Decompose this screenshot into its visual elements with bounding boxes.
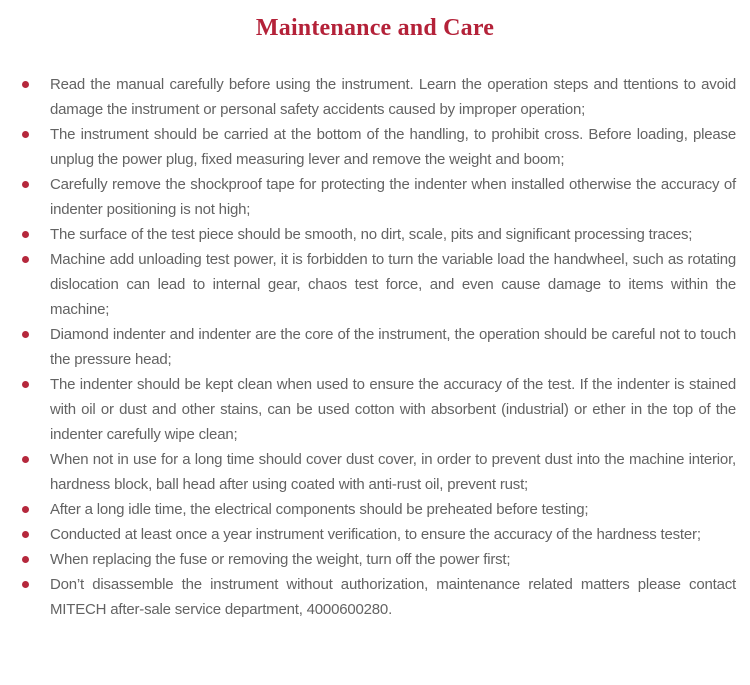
- list-item-text: Machine add unloading test power, it is forbidden to turn the variable load the handwheel, such as rotating dislocation can lead to internal gear, chaos test force, and even cause damage to items within the machine;: [50, 251, 736, 318]
- list-item: [0, 497, 736, 522]
- page-title: Maintenance and Care: [255, 15, 495, 41]
- list-item-text: The instrument should be carried at the bottom of the handling, to prohibit cross. Before loading, please unplug the power plug, fixed measuring lever and remove the weight and boom;: [50, 126, 736, 168]
- bullet-icon: [22, 506, 29, 513]
- list-item: [0, 122, 736, 172]
- list-item-text: The surface of the test piece should be smooth, no dirt, scale, pits and significant processing traces;: [50, 226, 693, 243]
- list-item-text: Carefully remove the shockproof tape for protecting the indenter when installed otherwise the accuracy of indenter positioning is not high;: [50, 176, 736, 218]
- list-item: [0, 547, 736, 572]
- list-item: [0, 522, 736, 547]
- list-item-text: When replacing the fuse or removing the weight, turn off the power first;: [50, 551, 511, 568]
- list-item-text: The indenter should be kept clean when used to ensure the accuracy of the test. If the indenter is stained with oil or dust and other stains, can be used cotton with absorbent (industrial) or ether in the top of the indenter carefully wipe clean;: [50, 376, 736, 443]
- list-item-text: Diamond indenter and indenter are the core of the instrument, the operation should be careful not to touch the pressure head;: [50, 326, 736, 368]
- list-item: [0, 72, 736, 122]
- bullet-icon: [22, 131, 29, 138]
- list-item: [0, 447, 736, 497]
- list-item-text: Conducted at least once a year instrument verification, to ensure the accuracy of the hardness tester;: [50, 526, 701, 543]
- list-item: [0, 222, 736, 247]
- list-item: [0, 247, 736, 322]
- bullet-icon: [22, 231, 29, 238]
- list-item: [0, 172, 736, 222]
- bullet-icon: [22, 256, 29, 263]
- list-item: [0, 322, 736, 372]
- list-item: [0, 572, 736, 622]
- list-item-text: After a long idle time, the electrical components should be preheated before testing;: [50, 501, 589, 518]
- bullet-icon: [22, 331, 29, 338]
- list-item-text: Don’t disassemble the instrument without authorization, maintenance related matters please contact MITECH after-sale service department, 4000600280.: [50, 576, 736, 618]
- bullet-icon: [22, 556, 29, 563]
- bullet-icon: [22, 456, 29, 463]
- bullet-icon: [22, 81, 29, 88]
- list-item-text: When not in use for a long time should cover dust cover, in order to prevent dust into the machine interior, hardness block, ball head after using coated with anti-rust oil, prevent rust;: [50, 451, 736, 493]
- list-item: [0, 372, 736, 447]
- maintenance-list: [0, 72, 750, 622]
- bullet-icon: [22, 581, 29, 588]
- bullet-icon: [22, 381, 29, 388]
- bullet-icon: [22, 181, 29, 188]
- list-item-text: Read the manual carefully before using the instrument. Learn the operation steps and ttentions to avoid damage the instrument or personal safety accidents caused by improper operation;: [50, 76, 736, 118]
- bullet-icon: [22, 531, 29, 538]
